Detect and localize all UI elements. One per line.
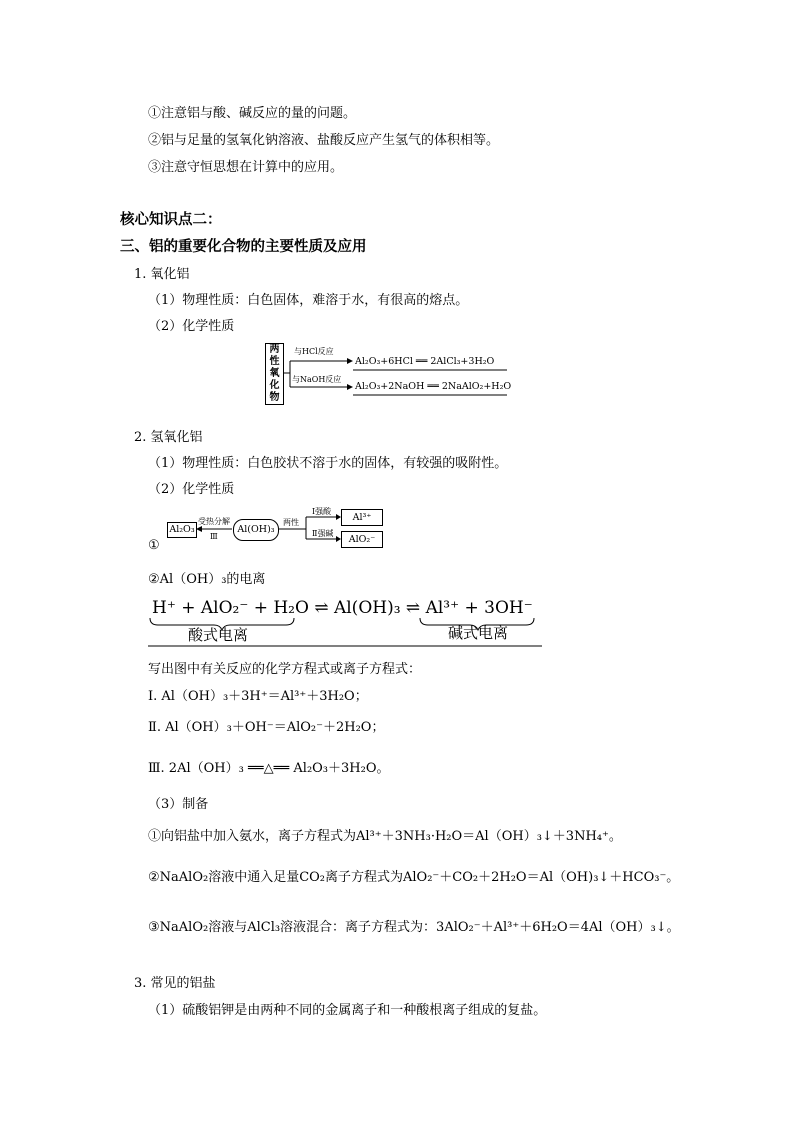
preparation-1: ①向铝盐中加入氨水，离子方程式为Al³⁺＋3NH₃·H₂O＝Al（OH）₃↓＋3NH₄⁺。 (148, 829, 622, 844)
alumina-chemical: （2）化学性质 (148, 319, 235, 334)
base-ionization-caption: 碱式电离 (448, 624, 509, 642)
preparation-2: ②NaAlO₂溶液中通入足量CO₂离子方程式为AlO₂⁻＋CO₂＋2H₂O＝Al（OH)₃↓＋HCO₃⁻。 (148, 870, 680, 885)
ionization-title: ②Al（OH）₃的电离 (148, 572, 266, 587)
equation-prompt: 写出图中有关反应的化学方程式或离子方程式： (148, 662, 422, 677)
heat-label: 受热分解 (198, 517, 230, 526)
heat-roman: Ⅲ (210, 532, 218, 541)
al3-box: Al³⁺ (341, 509, 383, 526)
hydroxide-chemical: （2）化学性质 (148, 482, 235, 497)
alumina-hcl-equation: Al₂O₃+6HCl ══ 2AlCl₃+3H₂O (355, 356, 495, 367)
preparation-title: （3）制备 (148, 797, 209, 812)
note-1: ①注意铝与酸、碱反应的量的问题。 (148, 106, 357, 121)
ionization-equation: H⁺ + AlO₂⁻ + H₂O ⇌ Al(OH)₃ ⇌ Al³⁺ + 3OH⁻ (152, 598, 533, 618)
equation-II: Ⅱ. Al（OH）₃＋OH⁻＝AlO₂⁻＋2H₂O； (148, 720, 385, 735)
ionization-diagram (148, 596, 544, 648)
equation-I: Ⅰ. Al（OH）₃＋3H⁺＝Al³⁺＋3H₂O； (148, 689, 368, 704)
aloh3-node: Al(OH)₃ (233, 519, 279, 541)
note-2: ②铝与足量的氢氧化钠溶液、盐酸反应产生氢气的体积相等。 (148, 133, 500, 148)
hydroxide-heading: 2. 氢氧化铝 (134, 430, 203, 445)
acid-ionization-caption: 酸式电离 (188, 626, 249, 644)
hydroxide-physical: （1）物理性质：白色胶状不溶于水的固体，有较强的吸附性。 (148, 456, 508, 471)
hcl-label: 与HCl反应 (294, 347, 334, 356)
alumina-diagram (265, 343, 515, 405)
core-label: 核心知识点二： (120, 211, 222, 228)
naoh-label: 与NaOH反应 (292, 375, 342, 384)
strong-acid-label: Ⅰ强酸 (312, 507, 332, 516)
salts-heading: 3. 常见的铝盐 (134, 976, 216, 991)
alum-description: （1）硫酸铝钾是由两种不同的金属离子和一种酸根离子组成的复盐。 (148, 1003, 547, 1018)
alumina-naoh-equation: Al₂O₃+2NaOH ══ 2NaAlO₂+H₂O (355, 381, 512, 392)
hydroxide-diagram-lines (146, 505, 391, 555)
alumina-heading: 1. 氧化铝 (134, 267, 190, 282)
strong-base-label: Ⅱ强碱 (312, 529, 334, 538)
alumina-physical: （1）物理性质：白色固体，难溶于水，有很高的熔点。 (148, 293, 469, 308)
alo2-box: AlO₂⁻ (341, 531, 383, 548)
amphoteric-oxide-box: 两性氧化物 (265, 343, 284, 405)
diagram-marker: ① (148, 538, 160, 553)
hydroxide-diagram (146, 505, 391, 555)
equation-III: Ⅲ. 2Al（OH）₃ ══△══ Al₂O₃＋3H₂O。 (148, 761, 390, 776)
note-3: ③注意守恒思想在计算中的应用。 (148, 160, 344, 175)
al2o3-box: Al₂O₃ (167, 522, 197, 538)
preparation-3: ③NaAlO₂溶液与AlCl₃溶液混合：离子方程式为：3AlO₂⁻＋Al³⁺＋6H₂O＝4Al（OH）₃↓。 (148, 920, 680, 935)
amphoteric-label: 两性 (283, 518, 299, 527)
section-title: 三、铝的重要化合物的主要性质及应用 (120, 238, 367, 255)
